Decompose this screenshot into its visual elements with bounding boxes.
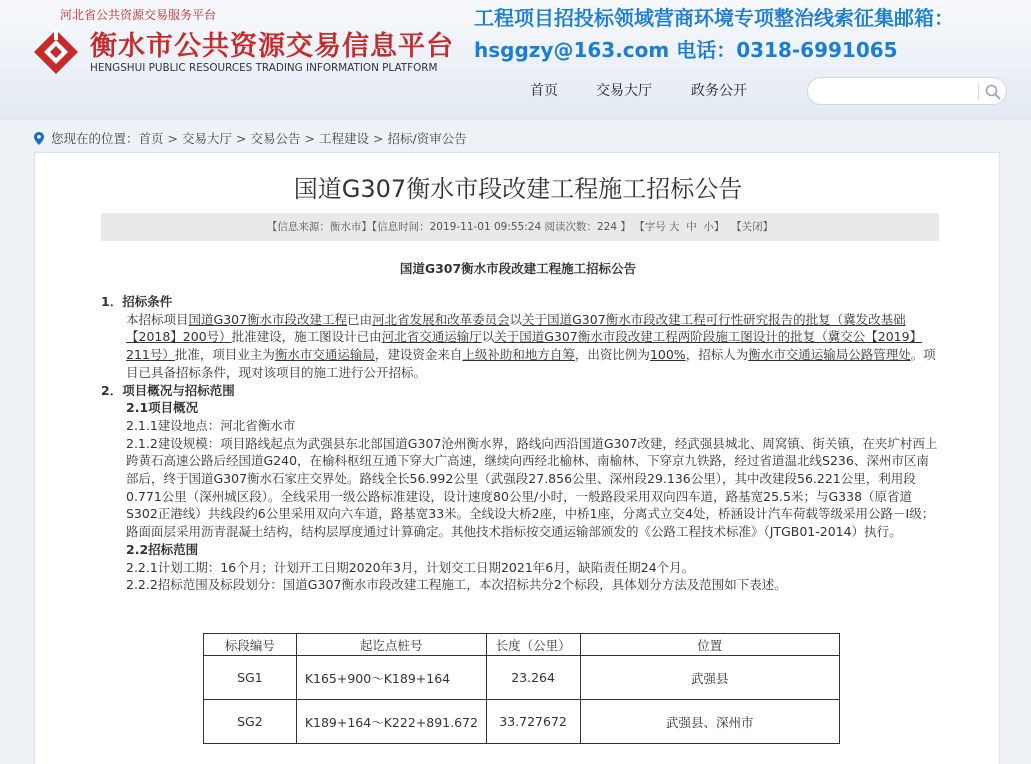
- funding-source: 上级补助和地方自筹: [462, 347, 575, 363]
- section-heading: 2．项目概况与招标范围: [101, 382, 235, 398]
- table-cell: 23.264: [486, 656, 580, 700]
- main-nav: [0, 80, 800, 102]
- info-source: 【信息来源：衡水市】: [266, 221, 372, 233]
- table-cell: 武强县、深州市: [580, 700, 839, 744]
- section-heading: 1．招标条件: [101, 294, 173, 309]
- table-cell: 33.727672: [486, 700, 580, 744]
- platform-subtitle: 河北省公共资源交易服务平台: [60, 8, 217, 22]
- table-header: 标段编号: [204, 634, 297, 656]
- tenderer: 衡水市交通运输局公路管理处: [748, 347, 911, 363]
- table-cell: K189+164～K222+891.672: [296, 700, 486, 744]
- paragraph-scope: 2.2.2招标范围及标段划分：国道G307衡水市段改建工程施工，本次招标共分2个标段，具体划分方法及范围如下表述。: [126, 577, 787, 593]
- paragraph-location: 2.1.1建设地点：河北省衡水市: [126, 417, 296, 433]
- table-header: 长度（公里）: [486, 634, 580, 656]
- nav-item-government-affairs[interactable]: 政务公开: [691, 83, 747, 99]
- nav-item-home[interactable]: 首页: [530, 83, 558, 99]
- font-size-label: 【字号: [634, 221, 666, 233]
- article-title: 国道G307衡水市段改建工程施工招标公告: [293, 175, 743, 203]
- article-subtitle: 国道G307衡水市段改建工程施工招标公告: [399, 261, 637, 276]
- logo-subtitle-en: HENGSHUI PUBLIC RESOURCES TRADING INFORMATION PLATFORM: [90, 62, 438, 74]
- subsection-heading: 2.1项目概况: [126, 400, 199, 416]
- search-divider: [978, 83, 979, 100]
- paragraph-tender-conditions: 本招标项目国道G307衡水市段改建工程已由河北省发展和改革委员会以关于国道G307衡水市段改建工程可行性研究报告的批复（冀发改基础【2018】200号）批准建设，施工图设计已由河北省交通运输厅以关于国道G307衡水市段改建工程两阶段施工图设计的批复（冀交公【2019】211号）批准，项目业主为衡水市交通运输局，建设资金来自上级补助和地方自筹，出资比例为100%，招标人为衡水市交通运输局公路管理处。项目已具备招标条件，现对该项目的施工进行公开招标。: [126, 311, 936, 380]
- table-header: 起讫点桩号: [296, 634, 486, 656]
- table-cell: SG1: [204, 656, 297, 700]
- location-pin-icon: [34, 132, 44, 145]
- breadcrumb-separator: >: [373, 131, 384, 146]
- breadcrumb-prefix: 您现在的位置：: [51, 131, 139, 146]
- search-input[interactable]: [818, 81, 968, 101]
- table-header-row: [204, 634, 840, 656]
- design-approver: 河北省交通运输厅: [381, 329, 482, 345]
- project-name: 国道G307衡水市段改建工程: [188, 311, 348, 327]
- breadcrumb-trading-hall[interactable]: 交易大厅: [182, 131, 233, 146]
- breadcrumb-announcements[interactable]: 交易公告: [250, 131, 301, 146]
- article-panel: [34, 152, 1000, 764]
- article-body: [101, 293, 939, 594]
- breadcrumb-separator: >: [236, 131, 247, 146]
- breadcrumb-home[interactable]: 首页: [138, 131, 164, 146]
- table-row: [204, 700, 840, 744]
- close-button[interactable]: 【关闭】: [731, 221, 774, 233]
- search-box: [807, 77, 1007, 105]
- design-document: 关于国道G307衡水市段改建工程两阶段施工图设计的批复（冀交公【2019】211号）: [126, 329, 923, 363]
- paragraph-schedule: 2.2.1计划工期：16个月；计划开工日期2020年3月，计划交工日期2021年6月，缺陷责任期24个月。: [126, 559, 695, 575]
- breadcrumb-tender-notices[interactable]: 招标/资审公告: [387, 131, 467, 146]
- info-time: 【信息时间：2019-11-01 09:55:24 阅读次数：224 】: [371, 221, 631, 233]
- breadcrumb-separator: >: [167, 131, 179, 146]
- notice-banner-line1: 工程项目招投标领域营商环境专项整治线索征集邮箱：: [474, 6, 954, 30]
- search-icon[interactable]: [984, 83, 1002, 101]
- table-cell: SG2: [204, 700, 297, 744]
- table-cell: 武强县: [580, 656, 839, 700]
- font-size-small-button[interactable]: 小】: [703, 221, 725, 233]
- font-size-large-button[interactable]: 大: [669, 221, 680, 233]
- table-header: 位置: [580, 634, 839, 656]
- breadcrumb-separator: >: [304, 131, 316, 146]
- funding-ratio: 100%: [649, 347, 686, 363]
- logo-icon: [32, 28, 80, 76]
- font-size-medium-button[interactable]: 中: [686, 221, 697, 233]
- nav-item-trading-hall[interactable]: 交易大厅: [596, 83, 652, 99]
- site-header: [0, 0, 1031, 120]
- approver: 河北省发展和改革委员会: [372, 311, 510, 327]
- table-cell: K165+900～K189+164: [296, 656, 486, 700]
- paragraph-scale: 2.1.2建设规模：项目路线起点为武强县东北部国道G307沧州衡水界，路线向西沿国道G307改建，经武强县城北、周窝镇、街关镇，在夹圹村西上跨黄石高速公路后经国道G240，在榆科枢纽互通下穿大广高速，继续向西经北榆林、南榆林、下穿京九铁路，经过省道温北线S236、深州市区南部后，终于国道G307衡水石家庄交界处。路线全长56.992公里（武强段27.856公里、深州段29.136公里），其中改建段56.221公里，利用段0.771公里（深州城区段）。全线采用一级公路标准建设，设计速度80公里/小时，一般路段采用双向四车道，路基宽25.5米；与G338（原省道S302正港线）共线段约6公里采用双向六车道，路基宽33米。全线设大桥2座，中桥1座，分离式立交4处，桥涵设计汽车荷载等级采用公路－Ⅰ级；路面面层采用沥青混凝土结构，结构层厚度通过计算确定。其他技术指标按交通运输部颁发的《公路工程技术标准》（JTGB01-2014）执行。: [126, 435, 938, 540]
- article-info-bar: [101, 213, 939, 241]
- notice-banner-line2: hsggzy@163.com 电话：0318-6991065: [474, 38, 898, 62]
- breadcrumb-construction[interactable]: 工程建设: [319, 131, 370, 146]
- breadcrumb: [34, 129, 467, 147]
- subsection-heading: 2.2招标范围: [126, 541, 199, 557]
- approval-document: 关于国道G307衡水市段改建工程可行性研究报告的批复（冀发改基础【2018】200号）: [126, 311, 906, 345]
- lot-table: [203, 633, 840, 744]
- project-owner: 衡水市交通运输局: [274, 347, 375, 363]
- logo-title[interactable]: 衡水市公共资源交易信息平台: [90, 31, 454, 62]
- table-row: [204, 656, 840, 700]
